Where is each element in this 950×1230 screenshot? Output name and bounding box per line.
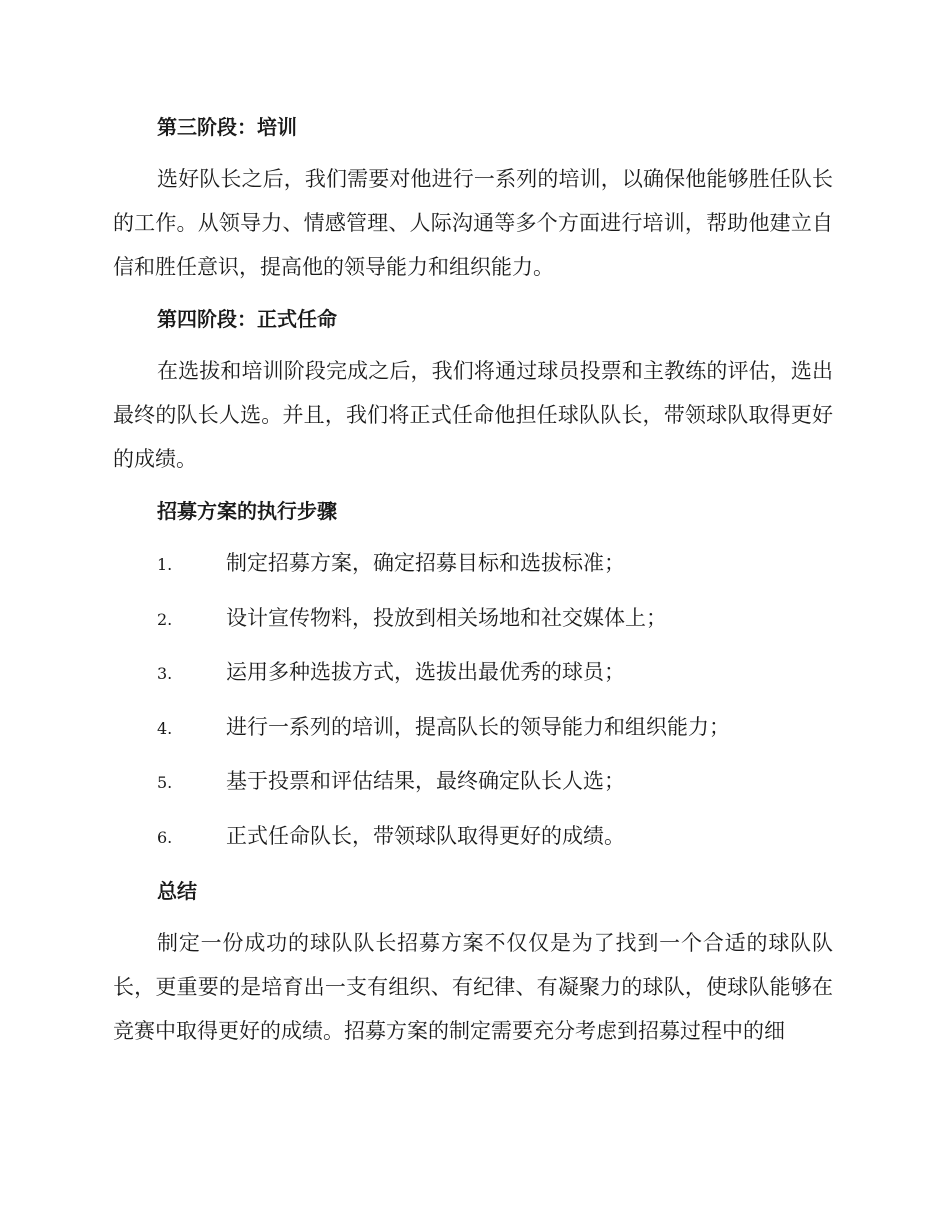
stage4-paragraph: 在选拔和培训阶段完成之后，我们将通过球员投票和主教练的评估，选出最终的队长人选。并且，我们将正式任命他担任球队队长，带领球队取得更好的成绩。 bbox=[113, 359, 833, 471]
list-item-number: 3. bbox=[157, 664, 173, 684]
list-item bbox=[113, 814, 833, 869]
list-item-number: 4. bbox=[157, 718, 173, 738]
list-item-number: 6. bbox=[157, 827, 173, 847]
list-item-text: 运用多种选拔方式，选拔出最优秀的球员； bbox=[226, 660, 625, 685]
list-item-number: 5. bbox=[157, 773, 173, 793]
list-item-number: 1. bbox=[157, 555, 173, 574]
list-item-text: 基于投票和评估结果，最终确定队长人选； bbox=[226, 769, 625, 794]
summary-paragraph: 制定一份成功的球队队长招募方案不仅仅是为了找到一个合适的球队队长，更重要的是培育出一支有组织、有纪律、有凝聚力的球队，使球队能够在竞赛中取得更好的成绩。招募方案的制定需要充分考虑到招募过程中的细 bbox=[113, 930, 833, 1043]
list-item-text: 设计宣传物料，投放到相关场地和社交媒体上； bbox=[226, 605, 667, 630]
list-item bbox=[113, 759, 833, 814]
steps-heading: 招募方案的执行步骤 bbox=[157, 499, 337, 523]
list-item-text: 进行一系列的培训，提高队长的领导能力和组织能力； bbox=[226, 714, 730, 739]
stage3-paragraph: 选好队长之后，我们需要对他进行一系列的培训，以确保他能够胜任队长的工作。从领导力、情感管理、人际沟通等多个方面进行培训，帮助他建立自信和胜任意识，提高他的领导能力和组织能力。 bbox=[113, 167, 833, 279]
steps-list bbox=[113, 541, 833, 869]
list-item bbox=[113, 596, 833, 651]
list-item-number: 2. bbox=[157, 609, 173, 629]
stage3-heading: 第三阶段：培训 bbox=[157, 115, 297, 139]
list-item bbox=[113, 705, 833, 760]
summary-heading: 总结 bbox=[157, 878, 197, 903]
stage4-heading: 第四阶段：正式任命 bbox=[157, 307, 337, 331]
list-item bbox=[113, 541, 833, 596]
list-item bbox=[113, 650, 833, 705]
document-page bbox=[113, 105, 833, 1053]
list-item-text: 正式任命队长，带领球队取得更好的成绩。 bbox=[226, 823, 625, 848]
list-item-text: 制定招募方案，确定招募目标和选拔标准； bbox=[226, 551, 625, 575]
